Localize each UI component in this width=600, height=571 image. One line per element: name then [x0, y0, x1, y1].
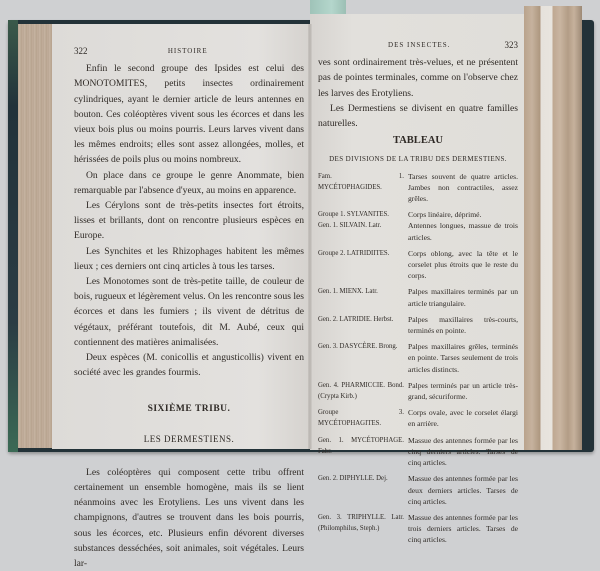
table-row: Groupe 2. LATRIDIITES. Corps oblong, avec la tête et le corselet plus étroits que le reste du corps.: [318, 248, 518, 281]
table-row: Gen. 1. SILVAIN. Latr. Antennes longues, massue de trois articles.: [318, 221, 518, 242]
paragraph: Les Cérylons sont de très-petits insectes fort étroits, lisses et brillants, dont on rencontre plusieurs espèces en Europe.: [74, 200, 304, 242]
paragraph: ves sont ordinairement très-velues, et ne présentent pas de pointes terminales, comme on l'observe chez les larves des Erotyliens.: [318, 57, 518, 99]
table-row: Gen. 1. MYCÉTOPHAGE. Fabr. Massue des antennes formée par les cinq derniers articles. Tarses de cinq articles.: [318, 435, 518, 468]
family-heading: LES DERMESTIENS.: [143, 433, 235, 444]
right-page-text: [318, 38, 518, 551]
right-running-head: [318, 38, 518, 53]
table-row: Gen. 2. DIPHYLLE. Dej. Massue des antennes formée par les deux derniers articles. Tarses de cinq articles.: [318, 474, 518, 506]
page-number: 323: [504, 40, 518, 50]
table-row: Groupe 1. SYLVANITES. Corps linéaire, déprimé.: [318, 210, 482, 220]
paragraph: Enfin le second groupe des Ipsides est celui des MONOTOMITES, petits insectes ordinairement cylindriques, ayant le dernier article de leurs antennes en bouton. Ces coléoptères vivent sous les écorces et dans les vieux bois plus ou moins pourris. Leurs larves vivent dans les mêmes endroits; elles sont assez allongées, molles, et hérissées de poils plus ou moins nombreux.: [74, 63, 304, 166]
table-title: TABLEAU: [393, 135, 443, 147]
paragraph: Les Dermestiens se divisent en quatre familles naturelles.: [318, 102, 518, 130]
paragraph: Les Monotomes sont de très-petite taille, de couleur de bois, rugueux et légèrement velus. On les rencontre sous les écorces et dans les fumiers ; ils vivent de détritus de végétaux, préférant toutefois, dit M. Aubé, ceux qui contiennent des matières animalisées.: [74, 276, 304, 348]
table-row: Gen. 1. MIENX. Latr. Palpes maxillaires terminés par un article triangulaire.: [318, 287, 518, 308]
left-running-head: [74, 44, 304, 59]
paragraph: Les Synchites et les Rhizophages habitent les mêmes lieux ; ces derniers ont cinq articles à tous les tarses.: [74, 245, 304, 272]
section-heading: SIXIÈME TRIBU.: [147, 404, 231, 415]
table-subtitle: DES DIVISIONS DE LA TRIBU DES DERMESTIENS.: [329, 155, 507, 164]
table-row: Fam. 1. MYCÉTOPHAGIDES. Tarses souvent de quatre articles. Jambes non contractiles, assez grêles.: [318, 171, 518, 204]
right-page-edges: [524, 6, 582, 450]
running-title: DES INSECTES.: [388, 41, 451, 49]
table-row: Groupe 3. MYCÉTOPHAGITES. Corps ovale, avec le corselet élargi en arrière.: [318, 408, 518, 429]
paragraph: Deux espèces (M. conicollis et angusticollis) vivent en société avec les grandes fourmis.: [74, 352, 304, 379]
paragraph: Les coléoptères qui composent cette tribu offrent certainement un ensemble homogène, mais ils se lient néanmoins avec les Erotyliens. Les uns vivent dans les champignons, d'autres se trouvent dans les bois pourris, sous les écorces, etc. Plusieurs enfin dévorent diverses substances desséchées, soit animales, soit végétales. Leurs lar-: [74, 466, 304, 570]
table-row: Gen. 4. PHARMICCIE. Bond. (Crypta Kirb.) Palpes terminés par un article très-grand, sécuriforme.: [318, 380, 518, 402]
table-row: Gen. 3. TRIPHYLLE. Latr. (Philomphilus, Steph.) Massue des antennes formée par les trois derniers articles. Tarses de cinq articles.: [318, 512, 518, 545]
left-page-edges: [18, 24, 54, 448]
table-row: Gen. 2. LATRIDIE. Herbst. Palpes maxillaires très-courts, terminés en pointe.: [318, 314, 518, 336]
running-title: HISTOIRE: [167, 47, 208, 55]
book-gutter: [308, 24, 312, 449]
left-page-text: [74, 44, 304, 571]
table-row: Gen. 3. DASYCÈRE. Brong. Palpes maxillaires grêles, terminés en pointe. Tarses seulement de trois articles distincts.: [318, 342, 518, 374]
page-number: 322: [74, 46, 88, 56]
paragraph: On place dans ce groupe le genre Anommate, bien remarquable par l'absence d'yeux, au moins en apparence.: [74, 169, 304, 196]
